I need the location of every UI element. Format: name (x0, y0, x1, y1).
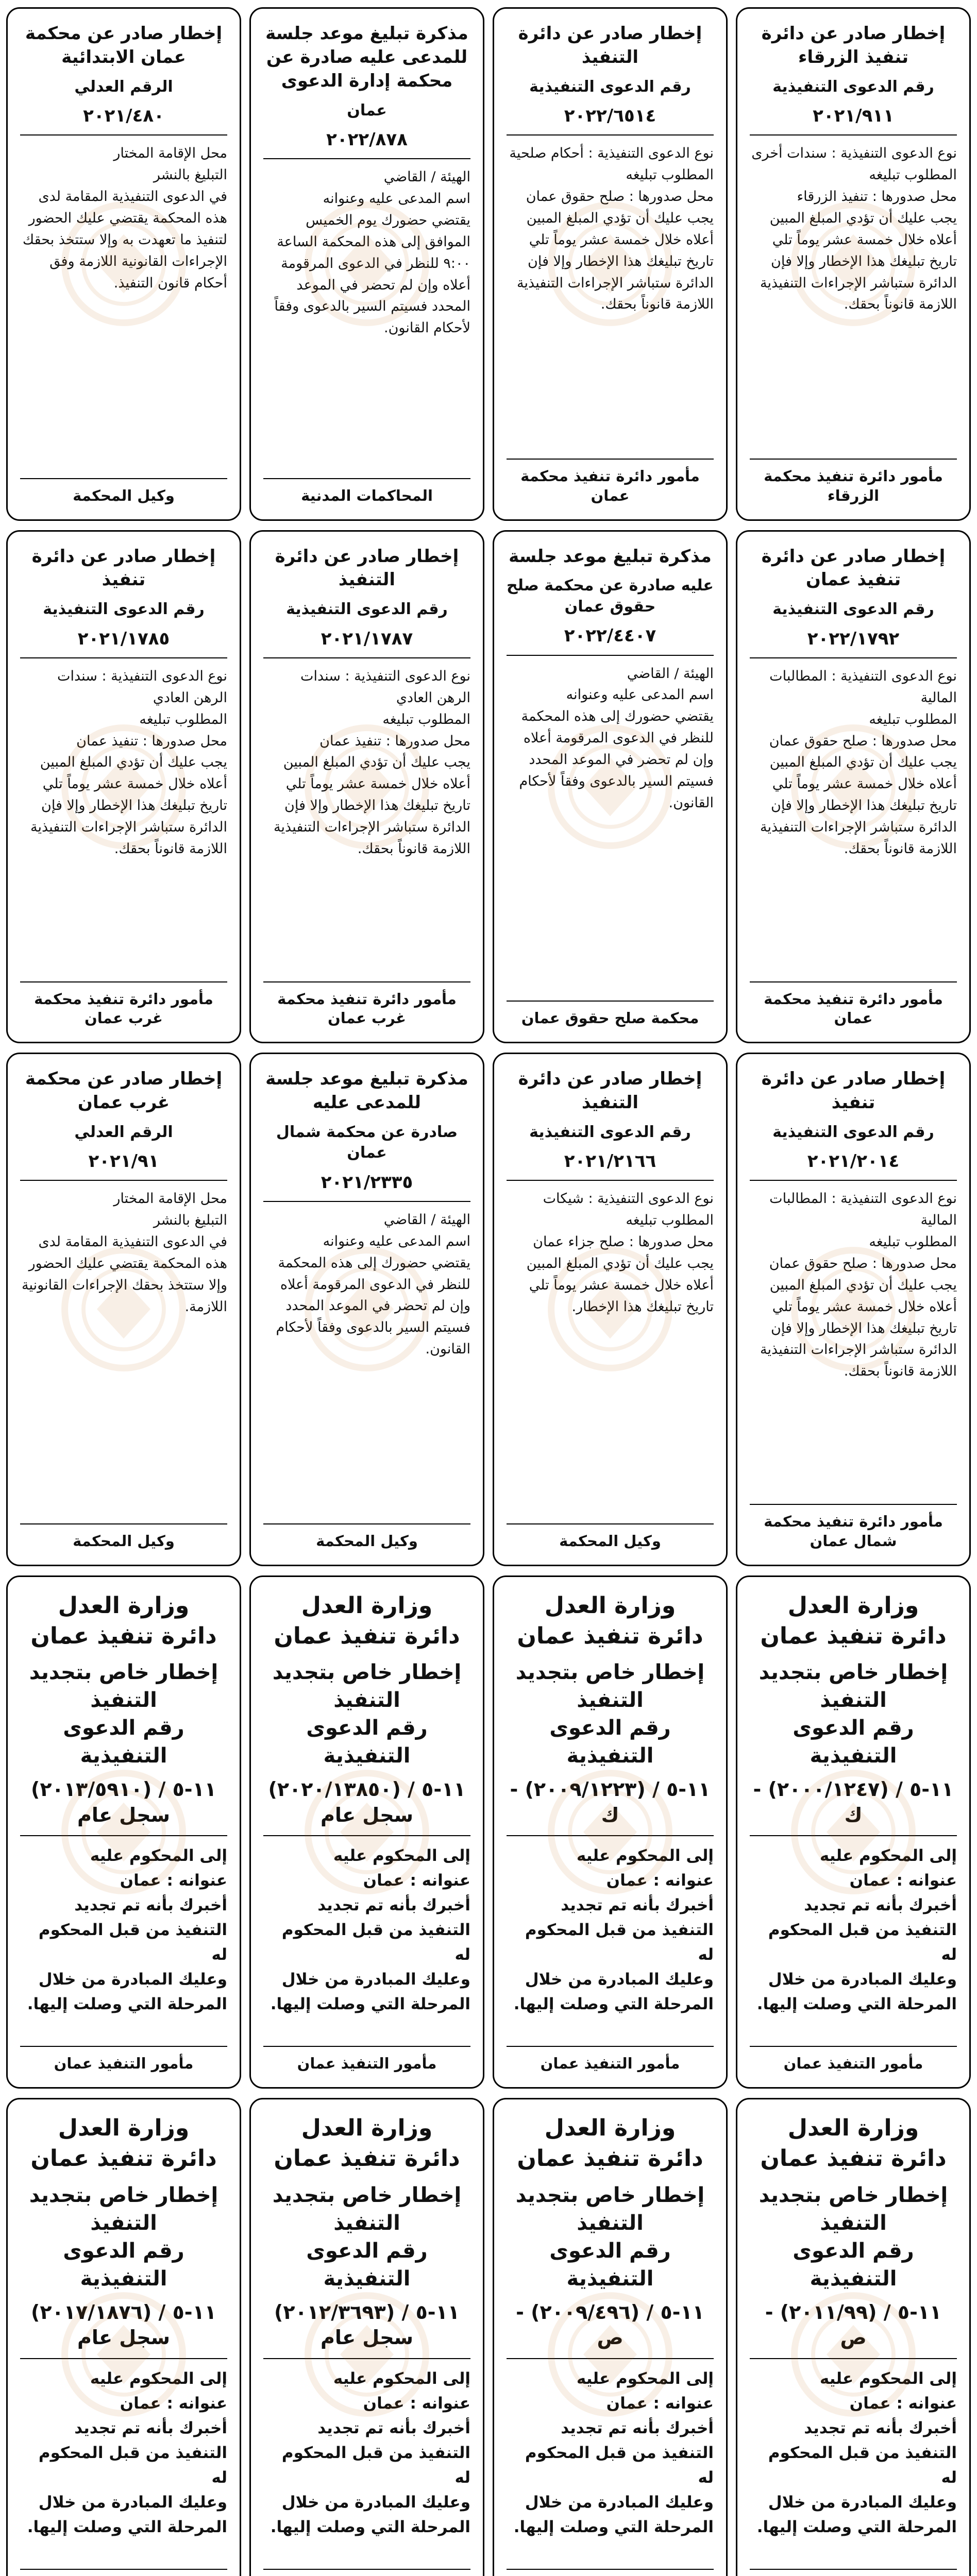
notice-subtitle: إخطار خاص بتجديد التنفيذ رقم الدعوى التنفيذية (29, 2183, 218, 2291)
notice-body: الهيئة / القاضي اسم المدعى عليه وعنوانه يقتضي حضورك إلى هذه المحكمة للنظر في الدعوى المرقومة أعلاه وإن لم تحضر في الموعد المحدد فسيتم السير بالدعوى وفقاً لأحكام القانون. (276, 1211, 470, 1358)
notice-case: ١١-٥ / (٢٠١٣/٥٩١٠) سجل عام (31, 1778, 216, 1826)
divider (507, 2046, 714, 2047)
notice-title: وزارة العدل دائرة تنفيذ عمان (30, 2115, 217, 2172)
notice-title: إخطار صادر عن دائرة تنفيذ الزرقاء (761, 23, 946, 67)
notice-title: إخطار صادر عن دائرة تنفيذ (31, 546, 216, 590)
notice-subtitle: رقم الدعوى التنفيذية (529, 1123, 691, 1141)
notice-subtitle: رقم الدعوى التنفيذية (43, 600, 205, 619)
divider (20, 657, 227, 658)
divider (263, 478, 470, 479)
legal-notice (249, 7, 484, 521)
notice-title: مذكرة تبليغ موعد جلسة للمدعى عليه صادرة عن محكمة إدارة الدعوى (265, 23, 468, 91)
notice-subtitle: إخطار خاص بتجديد التنفيذ رقم الدعوى التنفيذية (515, 2183, 705, 2291)
notice-case: ٢٠٢١/١٧٨٧ (321, 628, 413, 649)
notice-subtitle: إخطار خاص بتجديد التنفيذ رقم الدعوى التنفيذية (515, 1660, 705, 1768)
notice-body: محل الإقامة المختار التبليغ بالنشر في الدعوى التنفيذية المقامة لدى هذه المحكمة يقتضي عليك الحضور وإلا ستتخذ بحقك الإجراءات القانونية اللازمة. (22, 1191, 227, 1315)
legal-notice (249, 530, 484, 1044)
notice-title: وزارة العدل دائرة تنفيذ عمان (760, 2115, 947, 2172)
divider (750, 1835, 957, 1836)
divider (263, 981, 470, 982)
divider (507, 1180, 714, 1181)
notice-case: ١١-٥ / (٢٠٠٩/٤٩٦) - ص (516, 2300, 704, 2349)
notice-subtitle: إخطار خاص بتجديد التنفيذ رقم الدعوى التنفيذية (759, 1660, 948, 1768)
notice-body: نوع الدعوى التنفيذية : شيكات المطلوب تبليغه محل صدورها : صلح جزاء عمان يجب عليك أن تؤدي المبلغ المبين أعلاه خلال خمسة عشر يوماً تلي تاريخ تبليغك هذا الإخطار. (526, 1191, 714, 1315)
notice-body: نوع الدعوى التنفيذية : سندات الرهن العادي المطلوب تبليغه محل صدورها : تنفيذ عمان يجب عليك أن تؤدي المبلغ المبين أعلاه خلال خمسة عشر يوماً تلي تاريخ تبليغك هذا الإخطار وإلا فإن الدائرة ستباشر الإجراءات التنفيذية اللازمة قانوناً بحقك. (30, 668, 227, 857)
divider (263, 2046, 470, 2047)
legal-notice (6, 1053, 241, 1566)
legal-notice (493, 2098, 728, 2576)
notice-title: إخطار صادر عن محكمة عمان الابتدائية (25, 23, 223, 67)
notice-subtitle: إخطار خاص بتجديد التنفيذ رقم الدعوى التنفيذية (29, 1660, 218, 1768)
notice-sign: محكمة صلح حقوق عمان (521, 1009, 699, 1027)
notice-subtitle: إخطار خاص بتجديد التنفيذ رقم الدعوى التنفيذية (759, 2183, 948, 2291)
notice-case: ٢٠٢١/١٧٨٥ (77, 628, 170, 649)
notice-subtitle: رقم الدعوى التنفيذية (529, 77, 691, 96)
notice-subtitle: عمان (347, 101, 387, 120)
legal-notice (736, 1053, 971, 1566)
notice-subtitle: إخطار خاص بتجديد التنفيذ رقم الدعوى التنفيذية (272, 1660, 462, 1768)
legal-notice (249, 1575, 484, 2089)
notice-body: إلى المحكوم عليه عنوانه : عمان أخبرك بأنه تم تجديد التنفيذ من قبل المحكوم له وعليك المبادرة من خلال المرحلة التي وصلت إليها. (513, 2369, 714, 2536)
notice-sign: مأمور دائرة تنفيذ محكمة عمان (520, 467, 700, 504)
divider (507, 1001, 714, 1002)
divider (263, 158, 470, 159)
notice-sign: مأمور دائرة تنفيذ محكمة غرب عمان (277, 990, 457, 1027)
notice-body: إلى المحكوم عليه عنوانه : عمان أخبرك بأنه تم تجديد التنفيذ من قبل المحكوم له وعليك المبادرة من خلال المرحلة التي وصلت إليها. (27, 1846, 227, 2014)
notice-case: ٢٠٢٢/١٧٩٢ (807, 628, 900, 649)
divider (263, 1201, 470, 1202)
divider (750, 657, 957, 658)
divider (750, 981, 957, 982)
divider (507, 1835, 714, 1836)
legal-notice (493, 530, 728, 1044)
notice-sign: مأمور التنفيذ عمان (540, 2055, 680, 2073)
notice-sign: مأمور دائرة تنفيذ محكمة عمان (764, 990, 943, 1027)
notice-title: مذكرة تبليغ موعد جلسة (509, 546, 712, 567)
divider (263, 1523, 470, 1524)
divider (750, 1504, 957, 1505)
notice-subtitle: الرقم العدلي (74, 77, 173, 96)
notice-case: ٢٠٢١/٩١ (88, 1151, 159, 1172)
divider (263, 1835, 470, 1836)
divider (20, 981, 227, 982)
divider (507, 2569, 714, 2570)
notice-title: إخطار صادر عن دائرة التنفيذ (518, 23, 702, 67)
notice-body: نوع الدعوى التنفيذية : المطالبات المالية المطلوب تبليغه محل صدورها : صلح حقوق عمان يجب عليك أن تؤدي المبلغ المبين أعلاه خلال خمسة عشر يوماً تلي تاريخ تبليغك هذا الإخطار وإلا فإن الدائرة ستباشر الإجراءات التنفيذية اللازمة قانوناً بحقك. (760, 1191, 957, 1380)
divider (750, 2358, 957, 2359)
notice-sign: مأمور دائرة تنفيذ محكمة غرب عمان (34, 990, 213, 1027)
notice-sign: وكيل المحكمة (73, 486, 175, 504)
notice-case: ١١-٥ / (٢٠٢٠/١٣٨٥٠) سجل عام (268, 1778, 466, 1826)
divider (507, 2358, 714, 2359)
legal-notice (736, 2098, 971, 2576)
notice-title: إخطار صادر عن دائرة التنفيذ (275, 546, 459, 590)
notice-case: ١١-٥ / (٢٠٠٠/١٢٤٧) - ك (753, 1778, 954, 1826)
legal-notice (736, 530, 971, 1044)
divider (750, 2046, 957, 2047)
divider (263, 2358, 470, 2359)
divider (263, 2569, 470, 2570)
notice-body: إلى المحكوم عليه عنوانه : عمان أخبرك بأنه تم تجديد التنفيذ من قبل المحكوم له وعليك المبادرة من خلال المرحلة التي وصلت إليها. (513, 1846, 714, 2014)
notice-sign: وكيل المحكمة (73, 1532, 175, 1550)
divider (507, 655, 714, 656)
legal-notice (493, 1575, 728, 2089)
divider (20, 134, 227, 135)
notice-case: ٢٠٢٢/٤٤٠٧ (564, 625, 656, 647)
notice-case: ٢٠٢١/٤٨٠ (83, 106, 164, 127)
divider (750, 459, 957, 460)
legal-notice (6, 7, 241, 521)
legal-notice (6, 530, 241, 1044)
notice-title: إخطار صادر عن دائرة تنفيذ عمان (761, 546, 946, 590)
notice-case: ٢٠٢١/٢٠١٤ (807, 1151, 900, 1172)
notice-case: ١١-٥ / (٢٠١٢/٣٦٩٣) سجل عام (274, 2300, 460, 2349)
notice-case: ٢٠٢١/٩١١ (813, 106, 894, 127)
divider (20, 1835, 227, 1836)
notice-title: وزارة العدل دائرة تنفيذ عمان (760, 1592, 947, 1649)
notice-body: نوع الدعوى التنفيذية : سندات الرهن العادي المطلوب تبليغه محل صدورها : تنفيذ عمان يجب عليك أن تؤدي المبلغ المبين أعلاه خلال خمسة عشر يوماً تلي تاريخ تبليغك هذا الإخطار وإلا فإن الدائرة ستباشر الإجراءات التنفيذية اللازمة قانوناً بحقك. (274, 668, 470, 857)
notice-subtitle: عليه صادرة عن محكمة صلح حقوق عمان (507, 577, 714, 616)
legal-notice (736, 7, 971, 521)
notice-subtitle: الرقم العدلي (74, 1123, 173, 1141)
notice-subtitle: رقم الدعوى التنفيذية (772, 77, 934, 96)
divider (20, 1523, 227, 1524)
notice-title: إخطار صادر عن دائرة التنفيذ (518, 1069, 702, 1113)
notice-sign: مأمور دائرة تنفيذ محكمة شمال عمان (764, 1513, 943, 1550)
notice-body: إلى المحكوم عليه عنوانه : عمان أخبرك بأنه تم تجديد التنفيذ من قبل المحكوم له وعليك المبادرة من خلال المرحلة التي وصلت إليها. (756, 2369, 957, 2536)
divider (507, 459, 714, 460)
notice-subtitle: رقم الدعوى التنفيذية (772, 600, 934, 619)
notice-body: الهيئة / القاضي اسم المدعى عليه وعنوانه يقتضي حضورك يوم الخميس الموافق إلى هذه المحكمة الساعة ٩:٠٠ للنظر في الدعوى المرقومة أعلاه وإن لم تحضر في الموعد المحدد فسيتم السير بالدعوى وفقاً لأحكام القانون. (274, 169, 470, 336)
divider (507, 134, 714, 135)
notice-case: ٢٠٢١/٢٣٣٥ (321, 1172, 413, 1193)
divider (750, 2569, 957, 2570)
notice-title: إخطار صادر عن دائرة تنفيذ (761, 1069, 946, 1113)
legal-notice (6, 2098, 241, 2576)
notice-subtitle: إخطار خاص بتجديد التنفيذ رقم الدعوى التنفيذية (272, 2183, 462, 2291)
notice-body: إلى المحكوم عليه عنوانه : عمان أخبرك بأنه تم تجديد التنفيذ من قبل المحكوم له وعليك المبادرة من خلال المرحلة التي وصلت إليها. (270, 2369, 470, 2536)
divider (20, 2358, 227, 2359)
notice-title: وزارة العدل دائرة تنفيذ عمان (30, 1592, 217, 1649)
notice-sign: مأمور التنفيذ عمان (297, 2055, 437, 2073)
notice-sign: مأمور دائرة تنفيذ محكمة الزرقاء (764, 467, 943, 504)
divider (263, 657, 470, 658)
legal-notice (493, 1053, 728, 1566)
notice-sign: المحاكمات المدنية (301, 486, 433, 504)
notice-body: إلى المحكوم عليه عنوانه : عمان أخبرك بأنه تم تجديد التنفيذ من قبل المحكوم له وعليك المبادرة من خلال المرحلة التي وصلت إليها. (756, 1846, 957, 2014)
divider (750, 1180, 957, 1181)
legal-notice (6, 1575, 241, 2089)
divider (20, 1180, 227, 1181)
divider (20, 478, 227, 479)
notice-case: ١١-٥ / (٢٠٠٩/١٢٢٣) - ك (510, 1778, 711, 1826)
notice-sign: وكيل المحكمة (316, 1532, 418, 1550)
divider (507, 1523, 714, 1524)
notice-title: مذكرة تبليغ موعد جلسة للمدعى عليه (265, 1069, 468, 1113)
notice-body: نوع الدعوى التنفيذية : المطالبات المالية المطلوب تبليغه محل صدورها : صلح حقوق عمان يجب عليك أن تؤدي المبلغ المبين أعلاه خلال خمسة عشر يوماً تلي تاريخ تبليغك هذا الإخطار وإلا فإن الدائرة ستباشر الإجراءات التنفيذية اللازمة قانوناً بحقك. (760, 668, 957, 857)
notice-case: ٢٠٢٢/٨٧٨ (326, 129, 408, 150)
notice-body: إلى المحكوم عليه عنوانه : عمان أخبرك بأنه تم تجديد التنفيذ من قبل المحكوم له وعليك المبادرة من خلال المرحلة التي وصلت إليها. (27, 2369, 227, 2536)
divider (20, 2569, 227, 2570)
notice-subtitle: رقم الدعوى التنفيذية (772, 1123, 934, 1141)
notice-sign: وكيل المحكمة (559, 1532, 661, 1550)
notice-title: إخطار صادر عن محكمة غرب عمان (25, 1069, 223, 1113)
notice-body: نوع الدعوى التنفيذية : سندات أخرى المطلوب تبليغه محل صدورها : تنفيذ الزرقاء يجب عليك أن تؤدي المبلغ المبين أعلاه خلال خمسة عشر يوماً تلي تاريخ تبليغك هذا الإخطار وإلا فإن الدائرة ستباشر الإجراءات التنفيذية اللازمة قانوناً بحقك. (751, 145, 957, 313)
legal-notice (249, 2098, 484, 2576)
notice-body: الهيئة / القاضي اسم المدعى عليه وعنوانه يقتضي حضورك إلى هذه المحكمة للنظر في الدعوى المرقومة أعلاه وإن لم تحضر في الموعد المحدد فسيتم السير بالدعوى وفقاً لأحكام القانون. (519, 665, 714, 811)
notice-subtitle: صادرة عن محكمة شمال عمان (276, 1123, 458, 1162)
notice-body: إلى المحكوم عليه عنوانه : عمان أخبرك بأنه تم تجديد التنفيذ من قبل المحكوم له وعليك المبادرة من خلال المرحلة التي وصلت إليها. (270, 1846, 470, 2014)
notice-sign: مأمور التنفيذ عمان (783, 2055, 923, 2073)
legal-notice (249, 1053, 484, 1566)
divider (750, 134, 957, 135)
notice-case: ٢٠٢١/٢١٦٦ (564, 1151, 656, 1172)
notice-title: وزارة العدل دائرة تنفيذ عمان (517, 2115, 703, 2172)
notice-sign: مأمور التنفيذ عمان (54, 2055, 194, 2073)
notice-case: ٢٠٢٢/٦٥١٤ (564, 106, 656, 127)
notice-subtitle: رقم الدعوى التنفيذية (286, 600, 448, 619)
notice-case: ١١-٥ / (٢٠١١/٩٩) - ص (765, 2300, 942, 2349)
notice-case: ١١-٥ / (٢٠١٧/١٨٧٦) سجل عام (31, 2300, 216, 2349)
notice-body: محل الإقامة المختار التبليغ بالنشر في الدعوى التنفيذية المقامة لدى هذه المحكمة يقتضي عليك الحضور لتنفيذ ما تعهدت به وإلا ستتخذ بحقك الإجراءات القانونية اللازمة وفق أحكام قانون التنفيذ. (22, 145, 227, 291)
notice-title: وزارة العدل دائرة تنفيذ عمان (274, 1592, 460, 1649)
notice-title: وزارة العدل دائرة تنفيذ عمان (517, 1592, 703, 1649)
notice-body: نوع الدعوى التنفيذية : أحكام صلحية المطلوب تبليغه محل صدورها : صلح حقوق عمان يجب عليك أن تؤدي المبلغ المبين أعلاه خلال خمسة عشر يوماً تلي تاريخ تبليغك هذا الإخطار وإلا فإن الدائرة ستباشر الإجراءات التنفيذية اللازمة قانوناً بحقك. (509, 145, 714, 313)
legal-notice (493, 7, 728, 521)
notices-grid (6, 7, 971, 2576)
notice-title: وزارة العدل دائرة تنفيذ عمان (274, 2115, 460, 2172)
divider (20, 2046, 227, 2047)
legal-notice (736, 1575, 971, 2089)
